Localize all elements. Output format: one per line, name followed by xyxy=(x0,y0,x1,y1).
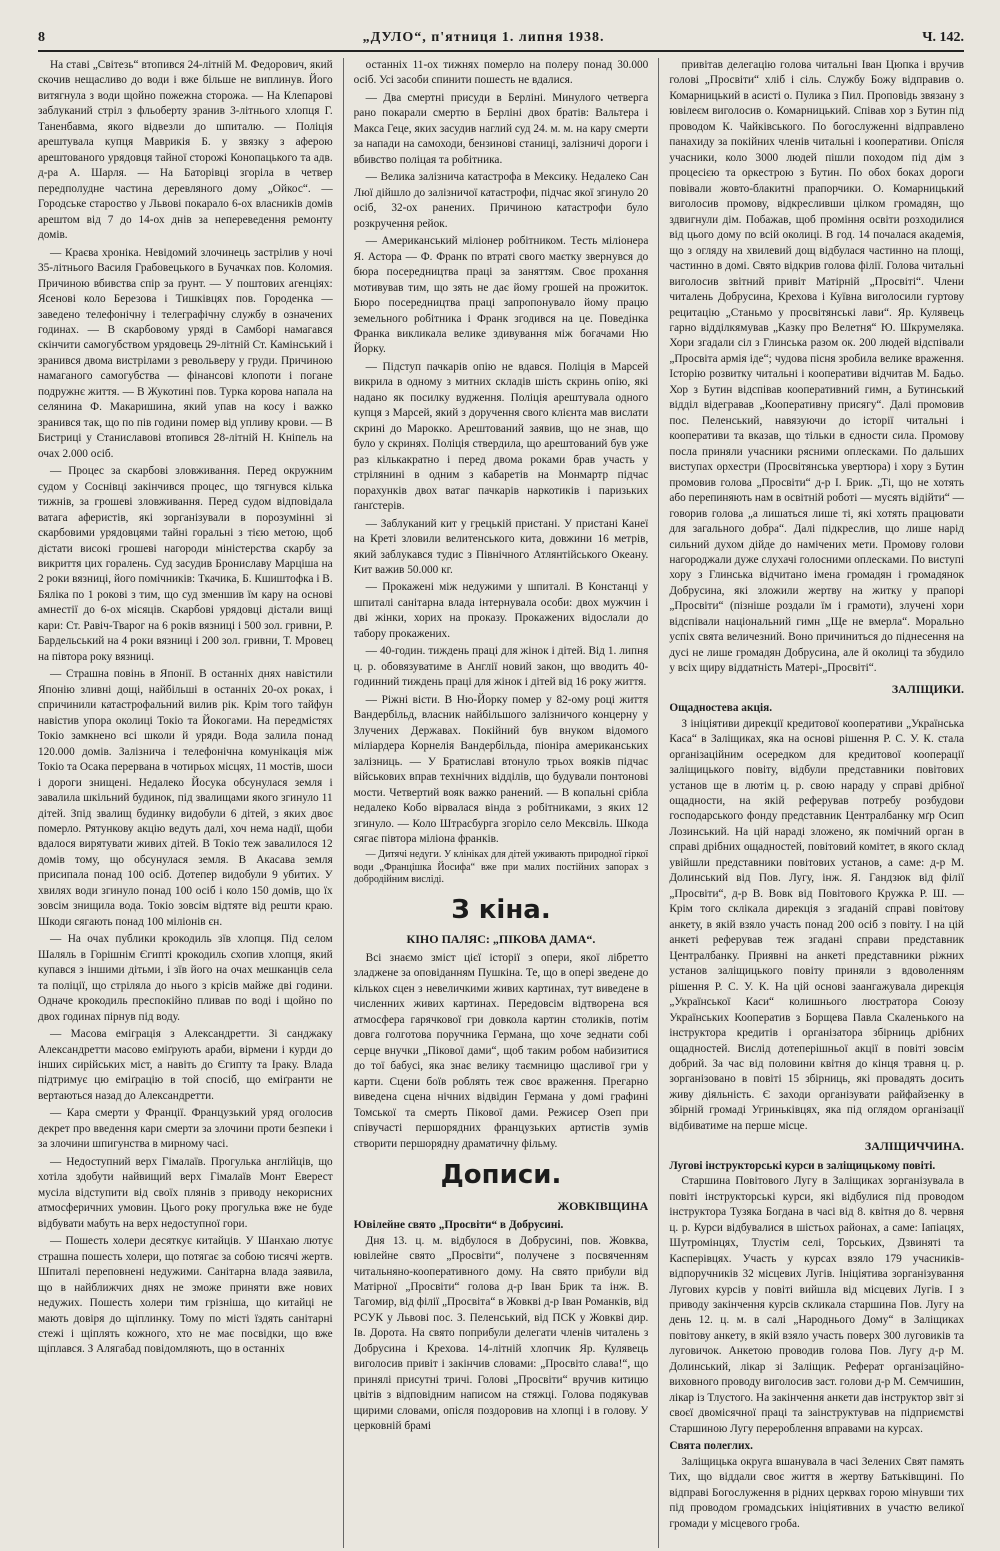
news-paragraph: — Краєва хроніка. Невідомий злочинець застрілив у ночі 35-літнього Василя Грабовецького в Бучачках пов. Коломия. Причиною вбивства спір за ґрунт. — У поштових агенціях: Ясенові коло Березова і Тишківцях пов. Городенка — заведено телефонічну і телеграфічну службу в означених годинах. — В скарбовому уряді в Самборі намагався скінчити самогубством урядовець 29-літній Ст. Камінський і зранився двома вистрілами з револьверу у груди. Причиною намаганого самогубства — фінансові клопоти і погане подружнє життя. — В Жукотині пов. Турка корова напала на селянина Ф. Макаришина, який упав на косу і важко зранився так, що по пів години помер від упливу крови. — В Бистриці у Станиславові втопився 28-літній Н. Кніпель на очах 2.000 осіб. xyxy=(38,246,333,460)
column-2 xyxy=(354,58,649,1548)
news-paragraph: — Пошесть холери десяткує китайців. У Шанхаю лютує страшна пошесть холери, що потягає за собою тисячі жертв. Шпиталі переповнені недужими. Санітарна влада заявила, що в найближчих днях не зможе приняти вже нових недужих. Пошесть холери тим грізніша, що китайці не мають довіря до щіплинку. Тому по місті їздять санітарні стежі і щіплять кожного, хто не має посвідки, що вже щіплався. З Алягабад повідомляють, що в останніх xyxy=(38,1235,333,1356)
news-paragraph: — 40-годин. тиждень праці для жінок і дітей. Від 1. липня ц. р. обовязуватиме в Англії новий закон, що вводить 40-годинний тиждень праці для жінок і дітей від 16 року життя. xyxy=(353,645,649,689)
zalishchychyna-subhead: Лугові інструкторські курси в заліщицькому повіті. xyxy=(669,1159,936,1172)
news-paragraph: — Страшна повінь в Японії. В останніх днях навістили Японію зливні дощі, найбільші в останніх 20-ох роках, і спричинили катастрофальний вилив рік. Крім того тайфун навістив упора околиці Токіо та Йокогами. На передмістях Токіо замкнено всі школи й уряди. Вода залила понад 120.000 домів. Залізнича і телефонічна комунікація між Токіо та Осака перервана в чотирьох місцях, 11 мостів, шоси і дороги знищені. Недалеко Йосука обсунулася земля і завалила шкільний будинок, під звалищами якого згинуло 11 дітей. Зпід звалищ будинку видобули 6 дітей, з яких двоє померло. Рятункову акцію ведуть далі, хоч нема надії, щоби вдалося вирятувати живих дітей. В Токіо теж завалилося 12 домів тому, що обсунулася земля. В Акасава земля присипала понад 100 осіб. Дотепер видобули 9 убитих. У хвилях води згинуло понад 100 осіб і коло 150 домів, що їх зовсім знищила вода. Токіо зовсім відтяте від решти краю. Шкоди сягають понад 100 міліонів єн. xyxy=(38,668,333,928)
news-paragraph: — Ріжні вісти. В Ню-Йорку помер у 82-ому році життя Вандербільд, власник найбільшого залізничого концерну у Злучених Державах. Покійний був внуком відомого міліардера Корнелія Вандербільда, піоніра американських залізниць. — У Братиславі втонуло трьох вояків підчас військових вправ технічних відділів, що будували понтонові мости. Четвертий вояк важко ранений. — В копальні срібла недалеко Кобо вірвалася вінда з робітниками, з яких 12 згинуло. — Коло Штрасбурга згоріло село Мексвіль. Шкода сягає півтора міліона франків. xyxy=(353,693,649,845)
zalishchychyna-text-2: Заліщицька округа вшанувала в часі Зелених Свят память Тих, що віддали своє життя в жертву Батьківщині. По відправі Богослуження в рідних церквах горою мінувши тих під проводом громадських ініціятивних в участю великої громади у місцевого гроба. xyxy=(669,1455,964,1530)
columns xyxy=(38,58,964,1548)
news-paragraph: — Американський міліонер робітником. Тесть міліонера Я. Астора — Ф. Франк по втраті свого маєтку звернувся до бюра посередництва праці за заняттям. Своє прохання мотивував тим, що зять не дає йому грошей на прожиток. Бюро посередництва праці запропонувало йому працю земельного робітника і Франк згодився на це. Поведінка Франка викликала велике здивування між богачами Ню Йорку. xyxy=(353,235,649,356)
page-number: 8 xyxy=(38,30,45,45)
zalishchyky-text: З ініціятиви дирекції кредитової кооперативи „Українська Каса“ в Заліщиках, яка на основі рішення Р. С. У. К. стала організаційним осередком для кредитової кооперації заліщицького повіту, відбули представники повітових установ ще в лютім ц. р. свою нараду у справі дрібної ощадности, на якій реферував потребу розбудови господарського фонду представник Централбанку мґр Осип Лозинський. На цій нараді зложено, як помічний орган в справі дрібних ощадностей, повітовий комітет, в якого склад увійшли представники повітових установ, а саме: д-р М. Долинський від Пов. Лугу, інж. Я. Гандзюк від філії „Просвіти“, д-р В. Вовк від Повітового Кружка Р. Ш. — Крім того склікала дирекція з згаданій справі повітову анкету, в якій взяло участь понад 200 осіб з повіту. І на цій анкеті реферував теж згадані справи представник Централбанку. Приявні на анкеті представники ріжних установ заліщицького повіту приняли з вдоволенням рішення Р. С. У. К. На цій основі заангажувала дирекція „Української Каси“ колишнього люстратора Союзу Українських Кооператив з Борщева Павла Скаленького на інструктора кредитів і організатора збірниць дрібних ощадностей. Вислід дотеперішньої акції в повіті зовсім добрий. За час від половини квітня до кінця травня ц. р. зорганізовано в повіті 15 збірниць, які провадять досить живу діяльність. Є заходи організувати райфайзенку в збірній громаді Угриньківцях, яка під оглядом організації відбиватиме на перше місце. xyxy=(669,717,964,1132)
dopysy-heading: Дописи. xyxy=(440,1160,562,1191)
news-paragraph: — Кара смерти у Франції. Французький уряд оголосив декрет про введення кари смерти за злочини проти безпеки і за злочини шпигунства в мирному часі. xyxy=(38,1107,333,1151)
news-paragraph: останніх 11-ох тижнях померло на полеру понад 30.000 осіб. Усі засоби спинити пошесть не вдалися. xyxy=(353,59,649,87)
column-1 xyxy=(38,58,333,1548)
zalishchychyna-subhead-2: Свята полеглих. xyxy=(669,1440,753,1453)
news-paragraph: — На очах публики крокодиль зїв хлопця. Під селом Шаляль в Горішнім Єгипті крокодиль схопив хлопця, який купався з іншими дітьми, і зїв його на очах мешканців села та поліції, що стріляла до нього з крісів майже дві години. Одначе крокодиль преспокійно пливав по воді і щойно по двох годинах пірнув під воду. xyxy=(38,933,333,1023)
cinema-review: Всі знаємо зміст цієї історії з опери, якої лібретто зладжене за оповіданням Пушкіна. Те, що в опері зведене до кількох сцен з невеличкими живих картинах, тут виведене в численних живих картинах. Передовсім відтворена вся атмосфера гарячкової гри довкола картин столиків, потім довга голготова поручника Германа, що хоче зеднати собі серце внучки „Пікової дами“, щоб таким робом набизитися до тої бабусі, яка знає велику таємницю щасливої гри у карти. Сцени боїв роблять теж своє враження. Прегарно виведена сцена нічних відвідин Германа у домі графині Томської та смерть Пікової дами. Режисер Озеп при співучасті першорядних французьких артистів зумів створити першорядну драматичну фільму. xyxy=(353,951,649,1150)
news-paragraph: — Підступ пачкарів опію не вдався. Поліція в Марсей викрила в одному з митних складів шість скринь опію, які надано як посилку вудження. Поліція арештувала одного купця з Марсей, який з доручення свого клієнта мав вислати скрині до Марокко. Арештований заявив, що не знав, що було у скринях. Поліція ствердила, що арештований був уже раз кількакратно і перед двома роками брав участь у стрілянині в одним з кабаретів на Монмартр підчас порахунків двох ватаг пачкарів наркотиків і паризьких ґанґстерів. xyxy=(353,360,649,513)
zalishchychyna-heading: ЗАЛІЩИЧЧИНА. xyxy=(864,1139,964,1154)
cinema-heading: З кіна. xyxy=(451,894,551,925)
zalishchyky-subhead: Ощадностева акція. xyxy=(669,702,773,715)
header-rule xyxy=(38,50,964,52)
column-divider xyxy=(658,58,659,1548)
dopysy-text: Дня 13. ц. м. відбулося в Добрусині, пов. Жовква, ювілейне свято „Просвіти“, получене з посвяченням читальняно-кооперативного дому. На свято прибули від Матірної „Просвіти“ голова д-р Іван Брик та інж. В. Тагомир, від філії „Просвіта“ в Жовкві д-р Іван Романків, від РСУК у Львові пос. З. Пеленський, від ПСК у Жовкві дир. Ів. Дорота. На свято поприбули делегати членів читалень з Добрусина і Крехова. 14-літній хлопчик Яр. Кулявець виголосив привіт і закінчив словами: „Просвіто слава!“, що принялі присутні тричі. Голові „Просвіти“ вручив китицю цвітів з відповідним написом на стяжці. Голова подякував щирими словами, опісля поздоровив на хлопці і в голову. У церковній брамі xyxy=(353,1234,649,1433)
news-paragraph: — Прокажені між недужими у шпиталі. В Констанці у шпиталі санітарна влада інтернувала особи: двох мужчин і дві жінки, хорих на проказу. Прокажених відослали до табору прокажених. xyxy=(353,581,649,640)
column-3 xyxy=(669,58,964,1548)
news-paragraph: — Заблуканий кит у грецькій пристані. У пристані Канеї на Креті зловили велитенського кита, довжини 16 метрів, який заблукався тудис з Північного Атлянтійського Океану. Кит важив 50.000 кг. xyxy=(353,517,649,576)
issue-number: Ч. 142. xyxy=(922,30,964,45)
column-divider xyxy=(343,58,344,1548)
news-paragraph: — Недоступний верх Гімалаїв. Прогулька англійців, що хотіла здобути найвищий верх Гімалаїв Монт Еверест мусіла відступити від своїх плянів з приводу некорисних атмосферичних умовин. Цього року прогулька вже не буде відбувати мабуть на верх недоступної гори. xyxy=(38,1155,333,1230)
page-header xyxy=(38,30,964,46)
dopysy-subhead: Ювілейне свято „Просвіти“ в Добрусині. xyxy=(353,1219,564,1232)
news-paragraph: — Два смертні присуди в Берліні. Минулого четверга рано покарали смертю в Берліні двох братів: Вальтера і Макса Геце, яких засудив наглий суд 24. м. м. на кару смерти за напади на самоходи, бензинові станиці, залізничі дороги і вбивство поліцая та робітника. xyxy=(353,91,649,166)
news-paragraph: привітав делегацію голова читальні Іван Цюпка і вручив голові „Просвіти“ хліб і сіль. Службу Божу відправив о. Комарницький в асисті о. Пулика з Пил. Проповідь звязану з ювілеєм виголосив о. Комарницький. Співав хор з Бутин під проводом К. Чайківського. По богослуженні відправлено панахиду за покійних членів читальні і кооперативи. Опісля учасники, коло 3000 людей пішли походом під дім з процесією та оркестрою з Бутин. По обох боках дороги повівали жовто-блакитні прапорчики. О. Комарницький виголосив промову, відкресливши цілком громадян, що здвигнули дім. Побажав, щоб проміння освіти розходилися від цього дому по всій околиці. В год. 14 почалася академія, що з огляду на хвилевий дощ відбулася частинно на площі, частинно в домі. Свято відкрив голова філії. Голова читальні виголосив звітний привіт Матірній „Просвіті“. Члени читалень Добрусина, Крехова і Куївна виголосили гуртову рецитацію „Станьмо у просвітянські лави“. Яр. Кулявець гарно відділкямував „Казку про Велетня“ Ю. Шкрумеляка. Хори згадали сіл з Глинська разом ок. 200 людей відспівали „Просвіта армія іде“; чудова пісня зробила велике враження. Історію розвитку читальні і кооперативи відчитав М. Бадьо. Хор з Бутин відспівав кооперативний гимн, а Бутинський відділ відегравав „Кооперативну присягу“. Далі промовив пос. Пеленський, навязуючи до історії читальні і кооперативи та вказав, що тільки в єдности сила. Промову посла приняли учасники рясними оплесками. По дальших виступах орхестри (Просвітянська увертюра) і хору з Бутин промовив голова „Просвіти“ д-р І. Брик. „Ті, що не хотять або перепиняють нам в освітній роботі — мусять відійти“ — говорив голова „а лишаться лише ті, які хотять працювати для загального добра“. Далі підкреслив, що лише нарід сильний духом дійде до намічених мети. Промову голови нагороджали дуже слухачі голосними оплесками. По виступі хору з Глинська відчитано імена громадян і громадянок Добрусина, які зложили жертву на житку у прапорі „Просвіти“ (пізніше роздали їм і грамоти), злучені хори відспівали національний гимн „Ще не вмерла“. Морально успіх свята величезний. Воно причиниться до піднесення на дусі не лише громадян Добрусина, але й околиці та збудило у всіх щиру віддатність Матері-„Просвіті“. xyxy=(669,59,964,675)
zalishchyky-heading: ЗАЛІЩИКИ. xyxy=(891,681,964,696)
advert-note: — Дитячі недуги. У клініках для дітей уживають природної гіркої води „Францішка Йосифа“ вже при малих постійних запорах з добродійним висліді. xyxy=(353,849,649,886)
news-paragraph: — Процес за скарбові зловживання. Перед окружним судом у Соснівці закінчився процес, що тягнувся кілька тижнів, за грошеві зловживання. Перед судом відповідала ватага аферистів, які зорганізували в порозумінні зі скарбовими урядовцями тайні горальні з тією метою, щоб дістати високі грошеві нагороди міністерства скарбу за викриття цих горалень. Суд засудив Брониславу Марціша на 2 роки вязниці, його помічників: Ткачика, Б. Кшиштофка і В. Бяліка по 1 рокові з тим, що суд зменшив їм кару на основі амнестії до 6-ох місяців. Скарбові урядовці дістали вищі кари: Ст. Равіч-Тварог на 6 років вязниці і 500 зол. гривни, Р. Бардельський на 4 роки вязниці і 200 зол. гривни, Т. Мровец на півтора року вязниці. xyxy=(38,465,333,663)
cinema-subheading: КІНО ПАЛЯС: „ПІКОВА ДАМА“. xyxy=(406,931,596,946)
dopysy-place: ЖОВКІВЩИНА xyxy=(557,1198,649,1213)
news-paragraph: — Масова еміграція з Александретти. Зі санджаку Александретти масово еміґрують араби, вірмени і курди до інших сирійських міст, а навіть до Єгипту та Іраку. Влада підтримує цю еміґрацію в той спосіб, що еміґранти не вертаються назад до Александретти. xyxy=(38,1028,333,1102)
news-paragraph: — Велика залізнича катастрофа в Мексику. Недалеко Сан Люї дійшло до залізничої катастрофи, підчас якої згинуло 20 осіб, 32-ох ранених. Причиною катастрофи було розкручення рейок. xyxy=(353,171,649,230)
newspaper-title: „ДУЛО“, п'ятниця 1. липня 1938. xyxy=(362,30,605,45)
news-paragraph: На ставі „Світезь“ втопився 24-літній М. Федорович, який скочив нещасливо до води і вже більше не виплинув. Його витягнула з води щойно пожежна сторожа. — На Клепарові заблуканий стріл з фльоберту зранив 3-літнього хлопця Г. Таненбавма, якого відвезли до шпиталю. — Поліція арештувала купця Маврикія Б. у звязку з аферою арештованого урядовця тайної сторожі Конопацького та адв. д-ра А. Шарля. — На Баторівці згоріла в четвер передполудне частина деревляного дому „Ойкос“. — Городське староство у Львові покарало 6-ох власників домів арештом від 7 до 14-ох днів за непереведення ремонту домів. xyxy=(38,59,333,242)
zalishchychyna-text: Старшина Повітового Лугу в Заліщиках зорганізувала в повіті інструкторські курси, які відбулися під проводом інструктора Тузяка Богдана в часі від 8. квітня до 8. червня ц. р. Курси відбувалися в шістьох районах, а саме: Іапіацях, Шутромінцях, Тлустім селі, Торських, Дзвиняті та Касперівцях. Участь у курсах взяло 179 учасників-відпоручників 32 місцевих Лугів. Ініціятива зорганізування Лугових курсів у повіті вийшла від місцевих Лугів. І з приводу закінчення курсів скликала старшина Пов. Лугу на день 12. ц. м. в салі „Народнього Дому“ в Заліщиках повітову анкету, в якій взяло участь поверх 300 луговиків та луговичок. Анкетою проводив голова Пов. Лугу д-р М. Долинський, лікар зі Заліщик. Реферат організаційно-виховного проводу виголосив заст. голови д-р М. Семчишин, лікар із Тлустого. На закінчення анкети дав інструктор звіт зі своєї двомісячної праці та заінструктував на підприємстві Старшиною Лугу перероблення вправами на курсах. xyxy=(669,1175,964,1435)
